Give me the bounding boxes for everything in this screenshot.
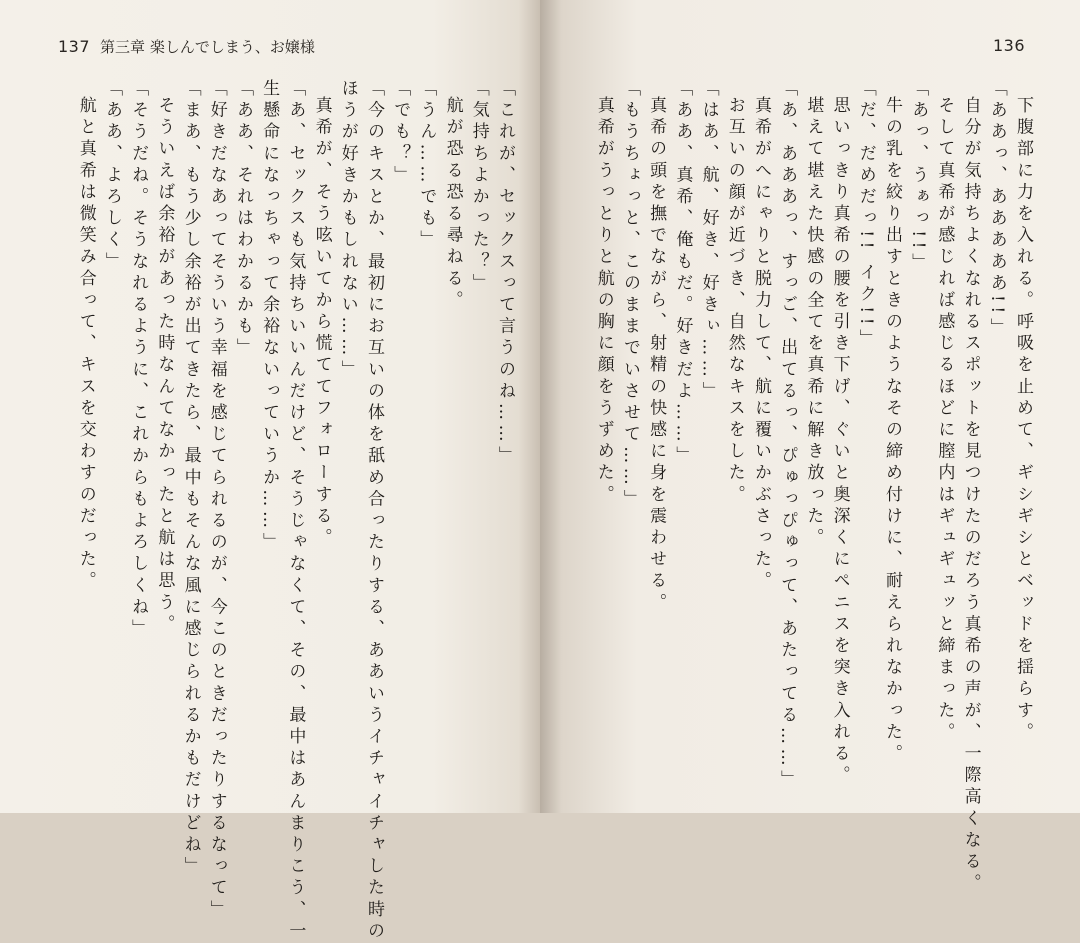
text-line: 「ああ、よろしく」: [101, 79, 122, 274]
text-line: 「好きだなあってそういう幸福を感じてられるのが、今このときだったりするなって」: [206, 79, 227, 922]
text-line: そういえば余裕があった時なんてなかったと航は思う。: [154, 96, 175, 636]
text-line: お互いの顔が近づき、自然なキスをした。: [724, 96, 745, 507]
left-body-text: [75, 79, 518, 943]
left-running-header: [58, 36, 315, 57]
left-page-number: 137: [58, 37, 91, 56]
text-line: 「ああっ、あああああ!!」: [986, 79, 1007, 340]
text-line: 「もうちょっと、このままでいさせて……」: [619, 79, 640, 511]
text-line: 「あ、セックスも気持ちいいんだけど、そうじゃなくて、その、最中はあんまりこう、一: [285, 79, 306, 943]
text-line: 真希がうっとりと航の胸に顔をうずめた。: [593, 96, 614, 507]
text-line: 下腹部に力を入れる。呼吸を止めて、ギシギシとベッドを揺らす。: [1013, 96, 1033, 744]
text-line: 「はあ、航、好き、好きぃ……」: [698, 79, 719, 403]
text-line: 「ああ、真希、俺もだ。好きだよ……」: [672, 79, 693, 468]
text-line: 思いっきり真希の腰を引き下げ、ぐいと奥深くにペニスを突き入れる。: [829, 96, 850, 788]
text-line: 「ああ、それはわかるかも」: [232, 79, 253, 360]
chapter-title: 第三章 楽しんでしまう、お嬢様: [100, 38, 315, 56]
text-line: 「気持ちよかった？」: [468, 79, 489, 295]
text-line: 「でも？」: [390, 79, 411, 187]
text-line: 真希がへにゃりと脱力して、航に覆いかぶさった。: [750, 96, 771, 593]
text-line: 航が恐る恐る尋ねる。: [442, 96, 463, 312]
right-body-text: [593, 79, 1036, 896]
text-line: 「これが、セックスって言うのね……」: [495, 79, 515, 468]
text-line: 「うん……でも」: [416, 79, 437, 252]
text-line: 堪えて堪えた快感の全てを真希に解き放った。: [803, 96, 824, 550]
text-line: 「今のキスとか、最初にお互いの体を舐め合ったりする、ああいうイチャイチャした時の: [363, 79, 384, 943]
right-page-number: 136: [992, 36, 1025, 55]
text-line: 牛の乳を絞り出すときのようなその締め付けに、耐えられなかった。: [881, 96, 902, 766]
text-line: 「あ、あああっ、すっご、出てるっ、ぴゅっぴゅって、あたってる……」: [777, 79, 798, 792]
text-line: ほうが好きかもしれない……」: [337, 79, 358, 382]
text-line: 生懸命になっちゃって余裕ないっていうか……」: [259, 79, 280, 555]
right-page: [540, 0, 1080, 896]
text-line: 「まあ、もう少し余裕が出てきたら、最中もそんな風に感じられるかもだけどね」: [180, 79, 201, 879]
text-line: 「そうだね。そうなれるように、これからもよろしくね」: [128, 79, 149, 641]
text-line: 「あっ、うぁっ!!」: [908, 79, 929, 275]
text-line: 航と真希は微笑み合って、キスを交わすのだった。: [75, 96, 96, 593]
text-line: 真希が、そう呟いてから慌ててフォローする。: [311, 96, 332, 550]
text-line: 「だ、だめだっ!! イク!!」: [855, 79, 876, 351]
text-line: 真希の頭を撫でながら、射精の快感に身を震わせる。: [646, 96, 667, 615]
text-line: 自分が気持ちよくなれるスポットを見つけたのだろう真希の声が、一際高くなる。: [960, 96, 981, 896]
text-line: そして真希が感じれば感じるほどに膣内はギュギュッと締まった。: [934, 96, 955, 744]
